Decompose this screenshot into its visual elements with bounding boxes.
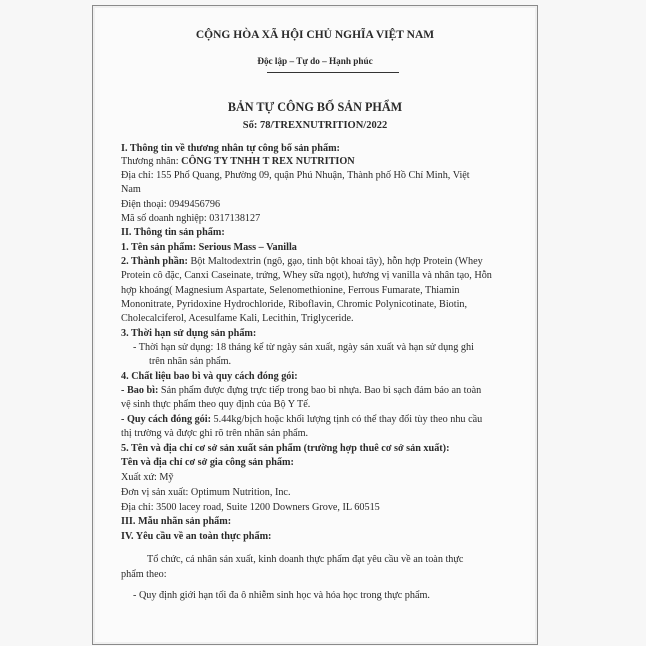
section2-heading: II. Thông tin sản phẩm: [121,227,225,238]
food-safety-para-line-2: phẩm theo: [121,569,167,580]
spec-line-1 [121,413,482,426]
packaging-label: - Bao bì: [121,385,161,396]
shelf-life-line-1: - Thời hạn sử dụng: 18 tháng kể từ ngày sản xuất, ngày sản xuất và hạn sử dụng ghi [133,342,474,353]
phone-line: Điện thoại: 0949456796 [121,199,221,210]
document-page [92,5,538,645]
spec-label: - Quy cách đóng gói: [121,414,214,425]
document-number: Số: 78/TREXNUTRITION/2022 [242,120,388,131]
packaging-line-2: vệ sinh thực phẩm theo quy định của Bộ Y Tế. [121,399,311,410]
section1-heading: I. Thông tin về thương nhân tự công bố sản phẩm: [121,143,340,154]
packaging-line-1 [121,384,481,397]
address-line-1: Địa chỉ: 155 Phổ Quang, Phường 09, quận Phú Nhuận, Thành phố Hồ Chí Minh, Việt [121,170,470,181]
maker-line: Đơn vị sản xuất: Optimum Nutrition, Inc. [121,487,291,498]
packaging-heading: 4. Chất liệu bao bì và quy cách đóng gói: [121,371,298,382]
ingredients-line-4: Mononitrate, Pyridoxine Hydrochloride, Riboflavin, Chromic Polynicotinate, Biotin, [121,299,468,310]
ingredients-line-3: hợp khoáng( Magnesium Aspartate, Selenomethionine, Ferrous Fumarate, Thiamin [121,285,460,296]
spec-text-1: 5.44kg/bịch hoặc khối lượng tịnh có thể thay đổi tùy theo nhu cầu [213,414,483,425]
merchant-label: Thương nhân: [121,156,182,167]
shelf-life-heading: 3. Thời hạn sử dụng sản phẩm: [121,328,257,339]
motto: Độc lập – Tự do – Hạnh phúc [257,56,373,66]
ingredients-text-1: Bột Maltodextrin (ngô, gạo, tinh bột khoai tây), hỗn hợp Protein (Whey [190,256,483,267]
packaging-text-1: Sản phẩm được đựng trực tiếp trong bao bì nhựa. Bao bì sạch đảm bảo an toàn [160,385,482,396]
section4-heading: IV. Yêu cầu về an toàn thực phẩm: [121,531,272,542]
shelf-life-line-2: trên nhãn sản phẩm. [149,356,232,367]
origin-line: Xuất xứ: Mỹ [121,472,174,483]
ingredients-label: 2. Thành phần: [121,256,191,267]
product-name: 1. Tên sản phẩm: Serious Mass – Vanilla [121,242,297,253]
ingredients-line-5: Cholecalciferol, Acesulfame Kali, Lecithin, Triglyceride. [121,313,354,324]
address-line-2: Nam [121,184,141,195]
section3-heading: III. Mẫu nhãn sản phẩm: [121,516,232,527]
ingredients-line-1 [121,255,483,268]
maker-address-line: Địa chỉ: 3500 lacey road, Suite 1200 Downers Grove, IL 60515 [121,502,380,513]
document-title: BẢN TỰ CÔNG BỐ SẢN PHẨM [227,100,403,114]
business-code-line: Mã số doanh nghiệp: 0317138127 [121,213,261,224]
food-safety-para-line-1: Tổ chức, cá nhân sản xuất, kinh doanh thực phẩm đạt yêu cầu về an toàn thực [147,554,464,565]
manufacturer-heading: 5. Tên và địa chỉ cơ sở sản xuất sản phẩm (trường hợp thuê cơ sở sản xuất): [121,443,450,454]
spec-line-2: thị trường và được ghi rõ trên nhãn sản phẩm. [121,428,309,439]
merchant-line [121,155,355,168]
merchant-name: CÔNG TY TNHH T REX NUTRITION [181,156,355,167]
food-safety-bullet-1: - Quy định giới hạn tối đa ô nhiễm sinh học và hóa học trong thực phẩm. [133,590,430,601]
country-header: CỘNG HÒA XÃ HỘI CHỦ NGHĨA VIỆT NAM [195,29,435,41]
processor-heading: Tên và địa chỉ cơ sở gia công sản phẩm: [121,457,294,468]
motto-underline [267,72,399,73]
ingredients-line-2: Protein cô đặc, Canxi Caseinate, trứng, Whey sữa ngọt), hương vị vanilla và nhân tạo, Hỗn [121,270,492,281]
